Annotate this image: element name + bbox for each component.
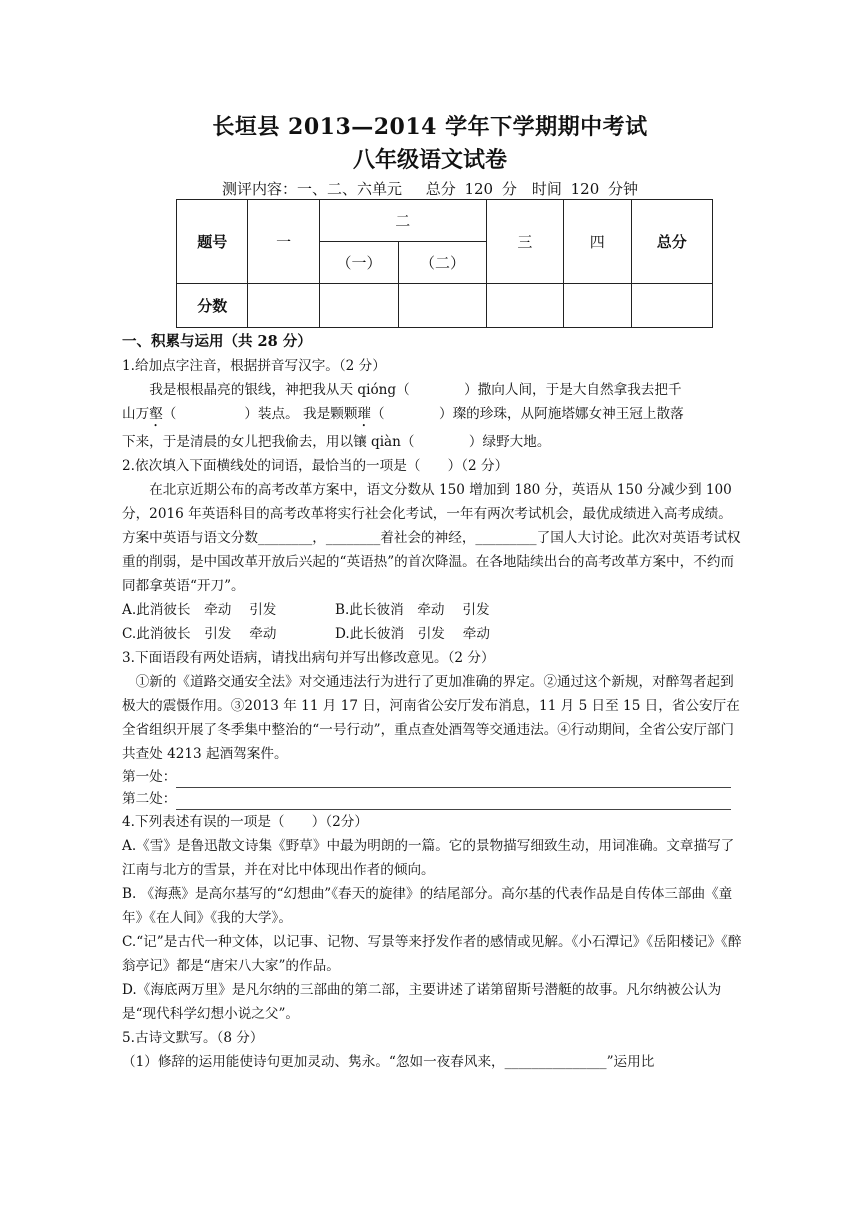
score-table-col-2b: （二） bbox=[399, 242, 486, 284]
question-2-options-row-2 bbox=[122, 622, 742, 646]
question-5-part-1: （1）修辞的运用能使诗句更加灵动、隽永。“忽如一夜春风来，_______________”运用比 bbox=[122, 1054, 655, 1070]
option-c[interactable]: C.此消彼长 引发 牵动 bbox=[122, 626, 277, 642]
score-cell[interactable] bbox=[564, 284, 631, 328]
question-2-options-row-1 bbox=[122, 598, 742, 622]
option-b[interactable]: B.此长彼消 牵动 引发 bbox=[335, 602, 490, 618]
question-1-line-3: 下来，于是清晨的女儿把我偷去，用以镶 qiàn（ ）绿野大地。 bbox=[122, 434, 551, 450]
question-3-passage: ①新的《道路交通安全法》对交通违法行为进行了更加准确的界定。②通过这个新规，对醉驾者起到极大的震慑作用。③2013 年 11 月 17 日，河南省公安厅发布消息，11 月 5 日至 15 日，省公安厅在全省组织开展了冬季集中整治的“一号行动”，重点查处酒驾等交通违法。④行动期间，全省公安厅部门共查处 4213 起酒驾案件。 bbox=[122, 674, 740, 762]
answer-blank[interactable] bbox=[176, 795, 731, 810]
text-span: （ ）装点。 我是颗颗 bbox=[162, 406, 358, 422]
score-table-col-4: 四 bbox=[564, 200, 631, 284]
score-table-col-3: 三 bbox=[486, 200, 563, 284]
score-cell[interactable] bbox=[486, 284, 563, 328]
answer-label: 第一处： bbox=[122, 769, 177, 785]
score-table-col-2: 二 bbox=[319, 200, 486, 242]
question-3-answer-1 bbox=[122, 766, 742, 788]
exam-body bbox=[122, 330, 742, 1074]
question-1-line-1: 我是根根晶亮的银线，神把我从天 qióng（ ）撒向人间，于是大自然拿我去把千 bbox=[149, 382, 682, 398]
score-cell[interactable] bbox=[631, 284, 713, 328]
dotted-char: 璀 bbox=[357, 406, 372, 422]
exam-title: 长垣县 2013—2014 学年下学期期中考试 bbox=[212, 114, 648, 140]
question-5-stem: 5.古诗文默写。（8 分） bbox=[122, 1030, 264, 1046]
question-4-option-b: B. 《海燕》是高尔基写的“幻想曲”《春天的旋律》的结尾部分。高尔基的代表作品是自传体三部曲《童年》《在人间》《我的大学》。 bbox=[122, 886, 733, 926]
question-3-stem: 3.下面语段有两处语病，请找出病句并写出修改意见。（2 分） bbox=[122, 650, 495, 666]
score-table-row-label: 分数 bbox=[177, 284, 248, 328]
answer-label: 第二处： bbox=[122, 791, 177, 807]
question-2-stem: 2.依次填入下面横线处的词语，最恰当的一项是（ ）（2 分） bbox=[122, 458, 509, 474]
score-cell[interactable] bbox=[319, 284, 398, 328]
score-cell[interactable] bbox=[248, 284, 319, 328]
exam-info: 测评内容：一、二、六单元 总分 120 分 时间 120 分钟 bbox=[221, 180, 639, 198]
option-d[interactable]: D.此长彼消 引发 牵动 bbox=[335, 626, 490, 642]
question-4-stem: 4.下列表述有误的一项是（ ）（2分） bbox=[122, 814, 368, 830]
question-3-answer-2 bbox=[122, 788, 742, 810]
score-table-col-2a: （一） bbox=[319, 242, 398, 284]
score-table-col-1: 一 bbox=[248, 200, 319, 284]
section-heading: 一、积累与运用（共 28 分） bbox=[122, 333, 312, 350]
score-cell[interactable] bbox=[399, 284, 486, 328]
exam-subtitle-title: 八年级语文试卷 bbox=[352, 147, 507, 173]
score-table-header-label: 题号 bbox=[177, 200, 248, 284]
question-4-option-d: D.《海底两万里》是凡尔纳的三部曲的第二部，主要讲述了诺第留斯号潜艇的故事。凡尔纳被公认为是“现代科学幻想小说之父”。 bbox=[122, 982, 722, 1022]
question-4-option-c: C.“记”是古代一种文体，以记事、记物、写景等来抒发作者的感情或见解。《小石潭记》《岳阳楼记》《醉翁亭记》都是“唐宋八大家”的作品。 bbox=[122, 934, 742, 974]
score-table-col-total: 总分 bbox=[631, 200, 713, 284]
question-2-passage: 在北京近期公布的高考改革方案中，语文分数从 150 增加到 180 分，英语从 150 分减少到 100 分，2016 年英语科目的高考改革将实行社会化考试，一年有两次考试机会，最优成绩进入高考成绩。方案中英语与语文分数________，________着社会的神经，_________了国人大讨论。此次对英语考试权重的削弱，是中国改革开放后兴起的“英语热”的首次降温。在各地陆续出台的高考改革方案中，不约而同都拿英语“开刀”。 bbox=[122, 482, 741, 594]
text-span: （ ）璨的珍珠，从阿施塔娜女神王冠上散落 bbox=[371, 406, 684, 422]
score-table bbox=[176, 199, 713, 328]
question-1-stem: 1.给加点字注音，根据拼音写汉字。（2 分） bbox=[122, 358, 386, 374]
dotted-char: 壑 bbox=[149, 406, 163, 422]
question-1-line-2 bbox=[122, 402, 742, 430]
option-a[interactable]: A.此消彼长 牵动 引发 bbox=[122, 602, 277, 618]
answer-blank[interactable] bbox=[176, 773, 731, 788]
question-4-option-a: A.《雪》是鲁迅散文诗集《野草》中最为明朗的一篇。它的景物描写细致生动，用词准确。文章描写了江南与北方的雪景，并在对比中体现出作者的倾向。 bbox=[122, 838, 735, 878]
text-span: 山万 bbox=[122, 406, 150, 422]
